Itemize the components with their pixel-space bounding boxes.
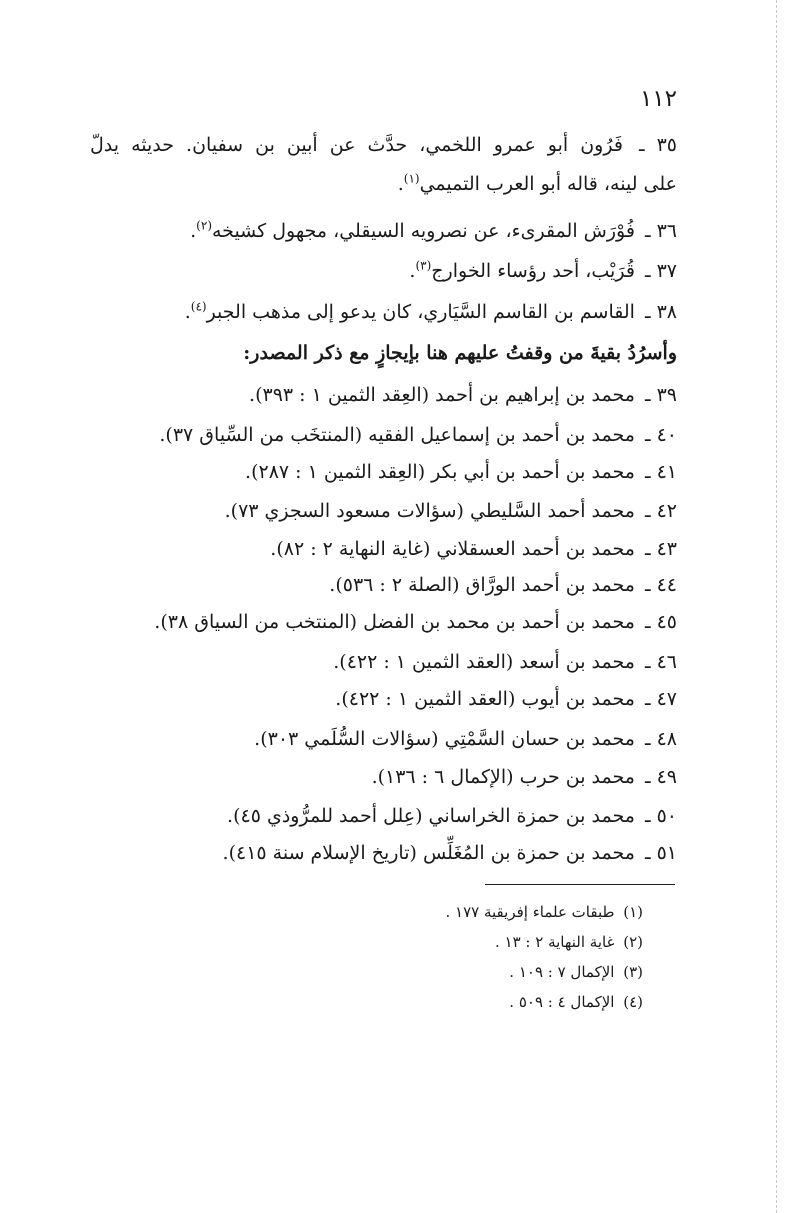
entry-number: ٣٦ ـ <box>644 220 677 242</box>
footnote-text: الإكمال ٧ : ١٠٩ . <box>509 963 615 981</box>
entry-36 <box>190 214 677 248</box>
entry-text: محمد أحمد السَّليطي (سؤالات مسعود السجزي ٧٣). <box>224 500 635 522</box>
entry-text: قُرَيْب، أحد رؤساء الخوارج <box>431 260 635 282</box>
list-item <box>335 682 677 716</box>
entry-text: محمد بن أحمد الورَّاق (الصلة ٢ : ٥٣٦). <box>329 574 635 596</box>
scan-edge-line <box>776 0 777 1213</box>
list-item <box>372 760 677 794</box>
entry-text: محمد بن إبراهيم بن أحمد (العِقد الثمين ١ : ٣٩٣). <box>249 384 635 406</box>
entry-35-line-2 <box>398 167 677 201</box>
entry-text: فَرُون أبو عمرو اللخمي، حدَّث عن أبين بن سفيان. حديثه يدلّ <box>90 134 623 156</box>
footnote-number: (٤) <box>623 993 643 1011</box>
entry-number: ٣٧ ـ <box>644 260 677 282</box>
entry-number: ٤٠ ـ <box>644 424 677 446</box>
entry-text: محمد بن أحمد بن أبي بكر (العِقد الثمين ١ : ٢٨٧). <box>245 461 635 483</box>
entry-text: محمد بن حمزة بن المُغَلِّس (تاريخ الإسلام سنة ٤١٥). <box>222 842 635 864</box>
footnote-text: غاية النهاية ٢ : ١٣ . <box>494 933 615 951</box>
entry-text: محمد بن حسان السَّمْتِي (سؤالات السُّلَمي ٣٠٣). <box>254 728 635 750</box>
list-item <box>223 836 677 870</box>
list-item <box>329 568 677 602</box>
list-item <box>154 605 677 639</box>
entry-text: فُوْرَش المقرىء، عن نصرويه السيقلي، مجهول كشيخه <box>212 220 635 242</box>
footnote-number: (٣) <box>623 963 643 981</box>
list-item <box>227 799 677 833</box>
entry-text: محمد بن أحمد بن محمد بن الفضل (المنتخب من السياق ٣٨). <box>154 611 635 633</box>
entry-end: . <box>397 173 404 195</box>
entry-number: ٤٢ ـ <box>644 500 677 522</box>
entry-text: محمد بن حمزة الخراساني (عِلل أحمد للمرُّوذي ٤٥). <box>227 805 635 827</box>
footnote <box>495 930 643 954</box>
entry-text: محمد بن أسعد (العقد الثمين ١ : ٤٢٢). <box>333 651 635 673</box>
entry-end: . <box>409 260 416 282</box>
footnote-number: (٢) <box>623 933 643 951</box>
list-item <box>270 532 677 566</box>
entry-text: محمد بن أحمد بن إسماعيل الفقيه (المنتخَب من السِّياق ٣٧). <box>159 424 635 446</box>
footnote <box>509 960 643 984</box>
entry-37 <box>409 254 677 288</box>
entry-end: . <box>184 301 191 323</box>
entry-number: ٣٨ ـ <box>644 301 677 323</box>
footnote <box>446 900 644 924</box>
entry-number: ٤٤ ـ <box>644 574 677 596</box>
footnote <box>509 990 643 1014</box>
page-number: ١١٢ <box>639 86 677 112</box>
entry-text: محمد بن حرب (الإكمال ٦ : ١٣٦). <box>371 766 635 788</box>
footnote-ref: (٤) <box>190 299 207 314</box>
footnote-number: (١) <box>623 903 643 921</box>
list-item <box>249 378 677 412</box>
footnote-text: الإكمال ٤ : ٥٠٩ . <box>509 993 615 1011</box>
entry-text: محمد بن أيوب (العقد الثمين ١ : ٤٢٢). <box>335 688 635 710</box>
list-item <box>225 494 677 528</box>
footnote-divider <box>485 884 675 885</box>
list-item <box>159 418 677 452</box>
entry-number: ٤٦ ـ <box>644 651 677 673</box>
list-item <box>333 645 677 679</box>
entry-number: ٤٣ ـ <box>644 538 677 560</box>
section-heading: وأسرُدُ بقيةَ من وقفتُ عليهم هنا بإيجازٍ مع ذكر المصدر: <box>243 342 677 364</box>
footnote-text: طبقات علماء إفريقية ١٧٧ . <box>445 903 615 921</box>
entry-end: . <box>190 220 197 242</box>
entry-text: على لينه، قاله أبو العرب التميمي <box>419 173 677 195</box>
entry-text: القاسم بن القاسم السَّيَاري، كان يدعو إلى مذهب الجبر <box>206 301 635 323</box>
entry-number: ٤١ ـ <box>644 461 677 483</box>
entry-number: ٤٥ ـ <box>644 611 677 633</box>
list-item <box>254 722 677 756</box>
footnote-ref: (٢) <box>196 218 212 233</box>
entry-38 <box>185 295 677 329</box>
list-item <box>245 455 677 489</box>
footnote-ref: (١) <box>403 171 420 186</box>
entry-number: ٤٧ ـ <box>644 688 677 710</box>
entry-number: ٤٨ ـ <box>644 728 677 750</box>
entry-number: ٥١ ـ <box>644 842 677 864</box>
entry-number: ٥٠ ـ <box>644 805 677 827</box>
entry-number: ٣٥ ـ <box>638 134 677 156</box>
entry-35-line-1 <box>90 128 677 162</box>
entry-number: ٣٩ ـ <box>644 384 677 406</box>
entry-text: محمد بن أحمد العسقلاني (غاية النهاية ٢ : ٨٢). <box>270 538 635 560</box>
footnote-ref: (٣) <box>415 258 432 273</box>
entry-number: ٤٩ ـ <box>644 766 677 788</box>
